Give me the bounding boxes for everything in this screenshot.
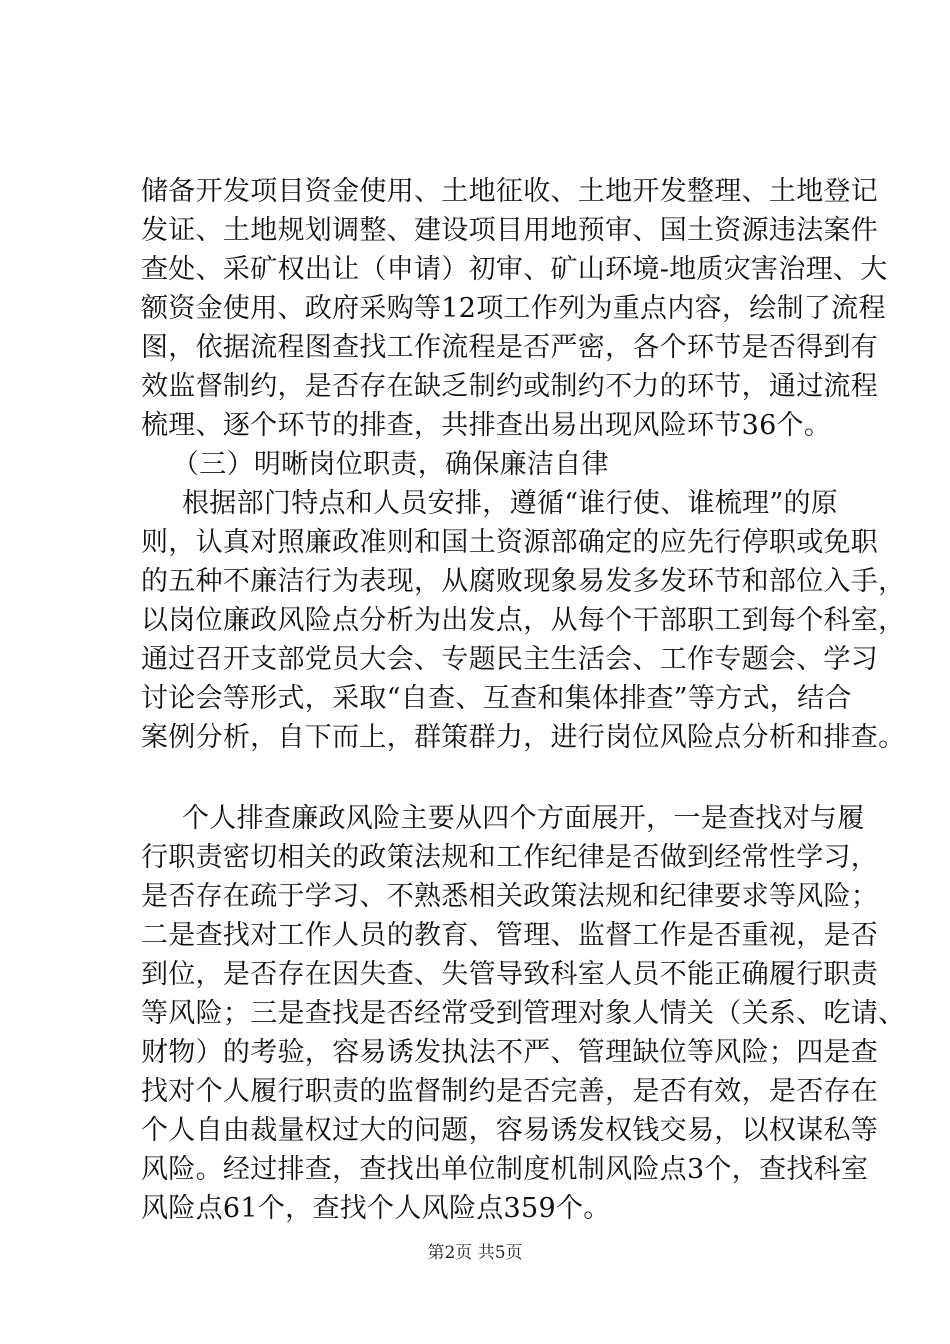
paragraph-line: 个人自由裁量权过大的问题，容易诱发权钱交易，以权谋私等 xyxy=(141,1115,879,1146)
paragraph-line: 是否存在疏于学习、不熟悉相关政策法规和纪律要求等风险； xyxy=(141,881,879,912)
paragraph-line: 找对个人履行职责的监督制约是否完善，是否有效，是否存在 xyxy=(141,1076,879,1107)
paragraph-line: 二是查找对工作人员的教育、管理、监督工作是否重视，是否 xyxy=(141,920,879,951)
paragraph-line: 发证、土地规划调整、建设项目用地预审、国土资源违法案件 xyxy=(141,215,879,246)
paragraph-line: 查处、采矿权出让（申请）初审、矿山环境-地质灾害治理、大 xyxy=(141,254,888,285)
page-footer: 第2页 共5页 xyxy=(427,1243,523,1263)
paragraph-line: 讨论会等形式，采取“自查、互查和集体排查”等方式，结合 xyxy=(141,683,852,714)
paragraph-line: 等风险；三是查找是否经常受到管理对象人情关（关系、吃请、 xyxy=(141,998,906,1029)
paragraph-line: 风险点61个，查找个人风险点359个。 xyxy=(141,1193,611,1224)
paragraph-line: 财物）的考验，容易诱发执法不严、管理缺位等风险；四是查 xyxy=(141,1037,879,1068)
paragraph-line: 风险。经过排查，查找出单位制度机制风险点3个，查找科室 xyxy=(141,1154,869,1185)
paragraph-line: 图，依据流程图查找工作流程是否严密，各个环节是否得到有 xyxy=(141,332,879,363)
paragraph-line: 额资金使用、政府采购等12项工作列为重点内容，绘制了流程 xyxy=(141,293,886,324)
paragraph-line: 个人排查廉政风险主要从四个方面展开，一是查找对与履 xyxy=(182,803,865,834)
section-heading: （三）明晰岗位职责，确保廉洁自律 xyxy=(172,449,609,480)
paragraph-line: 以岗位廉政风险点分析为出发点，从每个干部职工到每个科室， xyxy=(141,605,906,636)
paragraph-line: 行职责密切相关的政策法规和工作纪律是否做到经常性学习， xyxy=(141,842,879,873)
paragraph-line: 到位，是否存在因失查、失管导致科室人员不能正确履行职责 xyxy=(141,959,879,990)
paragraph-line: 案例分析，自下而上，群策群力，进行岗位风险点分析和排查。 xyxy=(141,722,906,753)
paragraph-line: 通过召开支部党员大会、专题民主生活会、工作专题会、学习 xyxy=(141,644,879,675)
paragraph-line: 梳理、逐个环节的排查，共排查出易出现风险环节36个。 xyxy=(141,410,832,441)
paragraph-line: 则，认真对照廉政准则和国土资源部确定的应先行停职或免职 xyxy=(141,527,879,558)
paragraph-line: 根据部门特点和人员安排，遵循“谁行使、谁梳理”的原 xyxy=(182,488,839,519)
paragraph-line: 效监督制约，是否存在缺乏制约或制约不力的环节，通过流程 xyxy=(141,371,879,402)
paragraph-line: 储备开发项目资金使用、土地征收、土地开发整理、土地登记 xyxy=(141,176,879,207)
paragraph-line: 的五种不廉洁行为表现，从腐败现象易发多发环节和部位入手， xyxy=(141,566,906,597)
